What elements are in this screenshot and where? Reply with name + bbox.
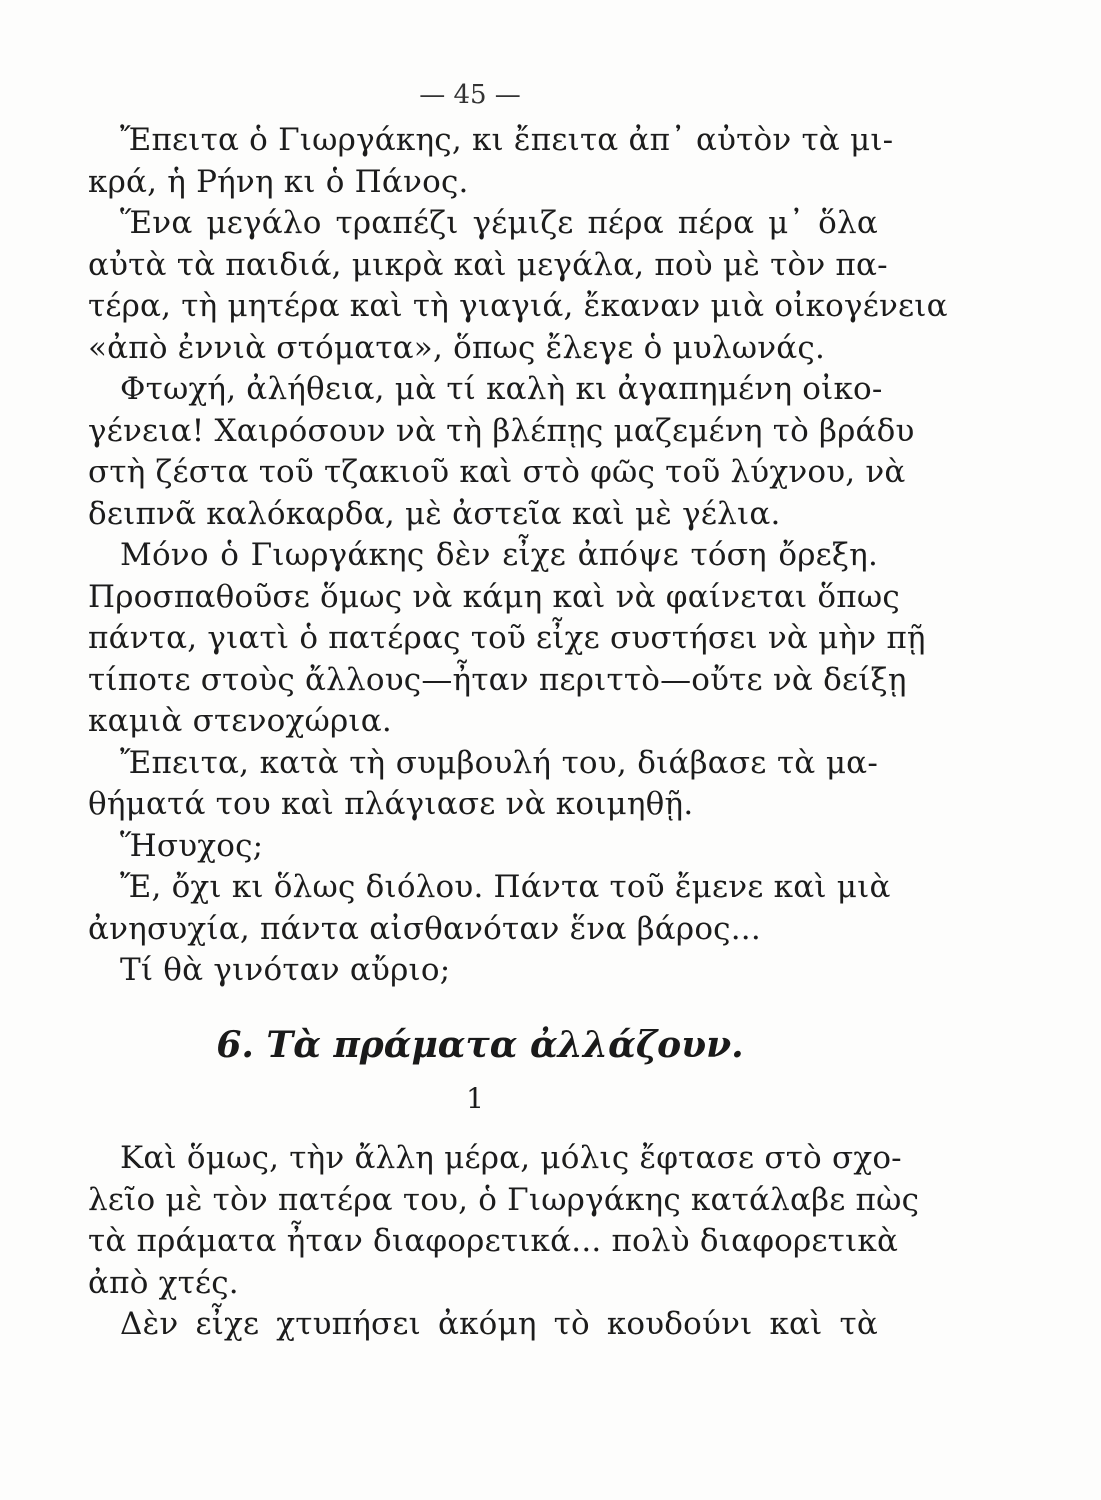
text-line: τίποτε στοὺς ἄλλους—ἦταν περιττὸ—οὔτε νὰ δείξῃ <box>88 661 907 698</box>
text-line: Τί θὰ γινόταν αὔριο; <box>120 952 451 988</box>
text-line: λεῖο μὲ τὸν πατέρα του, ὁ Γιωργάκης κατάλαβε πὼς <box>88 1181 920 1218</box>
text-line: Μόνο ὁ Γιωργάκης δὲν εἶχε ἀπόψε τόση ὄρεξη. <box>120 537 878 573</box>
text-line: Ἔπειτα ὁ Γιωργάκης, κι ἔπειτα ἀπ᾽ αὐτὸν τὰ μι- <box>120 122 894 158</box>
text-line: Ἔπειτα, κατὰ τὴ συμβουλή του, διάβασε τὰ μα- <box>120 744 878 781</box>
section-number: 1 <box>466 1082 484 1115</box>
text-line: Ἔ, ὄχι κι ὅλως διόλου. Πάντα τοῦ ἔμενε καὶ μιὰ <box>120 869 891 905</box>
text-line: Δὲν εἶχε χτυπήσει ἀκόμη τὸ κουδούνι καὶ τὰ <box>120 1306 878 1342</box>
text-line: Καὶ ὅμως, τὴν ἄλλη μέρα, μόλις ἔφτασε στὸ σχο- <box>120 1140 902 1176</box>
text-line: Φτωχή, ἀλήθεια, μὰ τί καλὴ κι ἀγαπημένη οἰκο- <box>120 371 883 407</box>
text-line: τέρα, τὴ μητέρα καὶ τὴ γιαγιά, ἔκαναν μιὰ οἰκογένεια <box>88 288 948 324</box>
text-line: στὴ ζέστα τοῦ τζακιοῦ καὶ στὸ φῶς τοῦ λύχνου, νὰ <box>88 454 906 490</box>
text-line: δειπνᾶ καλόκαρδα, μὲ ἀστεῖα καὶ μὲ γέλια. <box>88 495 781 532</box>
text-line: «ἀπὸ ἐννιὰ στόματα», ὅπως ἔλεγε ὁ μυλωνάς. <box>88 329 826 366</box>
text-line: Προσπαθοῦσε ὅμως νὰ κάμη καὶ νὰ φαίνεται ὅπως <box>88 578 900 615</box>
text-line: τὰ πράματα ἦταν διαφορετικά... πολὺ διαφορετικὰ <box>88 1223 899 1259</box>
text-line: Ἕνα μεγάλο τραπέζι γέμιζε πέρα πέρα μ᾽ ὅλα <box>120 205 878 241</box>
body-text-top <box>88 120 948 992</box>
text-line: ἀπὸ χτές. <box>88 1264 239 1301</box>
text-line: Ἥσυχος; <box>120 827 264 864</box>
text-line: κρά, ἡ Ρήνη κι ὁ Πάνος. <box>88 163 469 200</box>
page-number: — 45 — <box>419 80 521 110</box>
text-line: γένεια! Χαιρόσουν νὰ τὴ βλέπῃς μαζεμένη τὸ βράδυ <box>88 412 915 449</box>
text-line: ἀνησυχία, πάντα αἰσθανόταν ἕνα βάρος... <box>88 910 761 947</box>
text-line: αὐτὰ τὰ παιδιά, μικρὰ καὶ μεγάλα, ποὺ μὲ τὸν πα- <box>88 246 888 283</box>
body-text-bottom <box>88 1138 920 1346</box>
text-line: καμιὰ στενοχώρια. <box>88 703 392 739</box>
text-line: πάντα, γιατὶ ὁ πατέρας τοῦ εἶχε συστήσει νὰ μὴν πῇ <box>88 620 926 656</box>
text-line: θήματά του καὶ πλάγιασε νὰ κοιμηθῇ. <box>88 786 694 822</box>
chapter-heading: 6. Τὰ πράματα ἀλλάζουν. <box>216 1024 744 1066</box>
